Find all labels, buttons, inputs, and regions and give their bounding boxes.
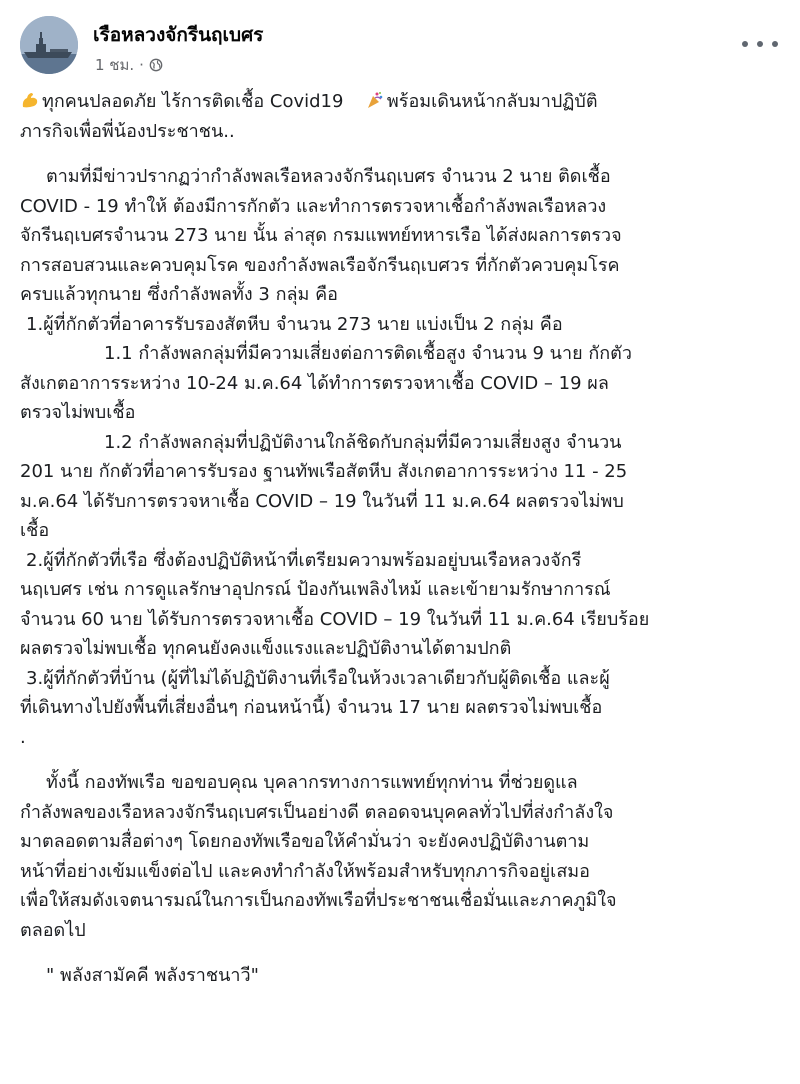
post-line: นฤเบศร เช่น การดูแลรักษาอุปกรณ์ ป้องกันเพลิงไหม้ และเข้ายามรักษาการณ์ [20,579,611,600]
post-line: ม.ค.64 ได้รับการตรวจหาเชื้อ COVID – 19 ในวันที่ 11 ม.ค.64 ผลตรวจไม่พบ [20,490,624,512]
post-slogan: " พลังสามัคคี พลังราชนาวี" [46,965,259,986]
post-line: ภารกิจเพื่อพี่น้องประชาชน.. [20,120,235,142]
post-line: กำลังพลของเรือหลวงจักรีนฤเบศรเป็นอย่างดี ตลอดจนบุคคลทั่วไปที่ส่งกำลังใจ [20,801,614,823]
post-line: . [20,726,26,748]
post-line: 201 นาย กักตัวที่อาคารรับรอง ฐานทัพเรือสัตหีบ สังเกตอาการระหว่าง 11 - 25 [20,461,628,482]
post-line: ผลตรวจไม่พบเชื้อ ทุกคนยังคงแข็งแรงและปฏิบัติงานได้ตามปกติ [20,638,512,659]
post-line: ทั้งนี้ กองทัพเรือ ขอขอบคุณ บุคลากรทางการแพทย์ทุกท่าน ที่ช่วยดูแล [46,772,578,793]
post-line: 1.ผู้ที่กักตัวที่อาคารรับรองสัตหีบ จำนวน 273 นาย แบ่งเป็น 2 กลุ่ม คือ [26,313,563,335]
post-line: ตรวจไม่พบเชื้อ [20,402,136,423]
post-line: ครบแล้วทุกนาย ซึ่งกำลังพลทั้ง 3 กลุ่ม คือ [20,284,338,305]
post-line: ทุกคนปลอดภัย ไร้การติดเชื้อ Covid19 พร้อมเดินหน้ากลับมาปฏิบัติ [20,87,782,117]
globe-icon[interactable] [149,58,163,72]
post-line: จำนวน 60 นาย ได้รับการตรวจหาเชื้อ COVID – 19 ในวันที่ 11 ม.ค.64 เรียบร้อย [20,608,650,630]
page-name[interactable]: เรือหลวงจักรีนฤเบศร [93,24,264,46]
post-line: COVID - 19 ทำให้ ต้องมีการกักตัว และทำการตรวจหาเชื้อกำลังพลเรือหลวง [20,195,607,217]
post-line: 1.1 กำลังพลกลุ่มที่มีความเสี่ยงต่อการติดเชื้อสูง จำนวน 9 นาย กักตัว [104,343,632,364]
post-time[interactable]: 1 ชม. [95,56,135,74]
avatar[interactable] [20,16,78,74]
flexed-biceps-emoji [20,90,40,110]
post-header [20,10,780,80]
ship-silhouette-icon [20,16,78,74]
meta-separator: · [139,56,144,74]
post-line: เพื่อให้สมดังเจตนารมณ์ในการเป็นกองทัพเรือที่ประชาชนเชื่อมั่นและภาคภูมิใจ [20,890,617,911]
post-line: ตลอดไป [20,919,86,941]
post-line: 1.2 กำลังพลกลุ่มที่ปฏิบัติงานใกล้ชิดกับกลุ่มที่มีความเสี่ยงสูง จำนวน [104,431,622,453]
more-options-button[interactable] [742,32,778,56]
post-line: 3.ผู้ที่กักตัวที่บ้าน (ผู้ที่ไม่ได้ปฏิบัติงานที่เรือในห้วงเวลาเดียวกับผู้ติดเชื้อ และผู้ [26,667,610,689]
post-line: การสอบสวนและควบคุมโรค ของกำลังพลเรือจักรีนฤเบศวร ที่กักตัวควบคุมโรค [20,254,620,276]
more-horizontal-icon [742,41,748,47]
post-text [20,87,782,991]
party-popper-emoji [365,90,385,110]
post-line: สังเกตอาการระหว่าง 10-24 ม.ค.64 ได้ทำการตรวจหาเชื้อ COVID – 19 ผล [20,372,609,394]
post-line: มาตลอดตามสื่อต่างๆ โดยกองทัพเรือขอให้คำมั่นว่า จะยังคงปฏิบัติงานตาม [20,831,590,852]
post-line: ตามที่มีข่าวปรากฏว่ากำลังพลเรือหลวงจักรีนฤเบศร จำนวน 2 นาย ติดเชื้อ [46,166,611,187]
post-line: จักรีนฤเบศรจำนวน 273 นาย นั้น ล่าสุด กรมแพทย์ทหารเรือ ได้ส่งผลการตรวจ [20,225,622,246]
post-line: เชื้อ [20,520,50,541]
post-meta [95,53,163,77]
post-line: หน้าที่อย่างเข้มแข็งต่อไป และคงทำกำลังให้พร้อมสำหรับทุกภารกิจอยู่เสมอ [20,860,590,882]
post-line: ที่เดินทางไปยังพื้นที่เสี่ยงอื่นๆ ก่อนหน้านี้) จำนวน 17 นาย ผลตรวจไม่พบเชื้อ [20,697,603,718]
post-line: 2.ผู้ที่กักตัวที่เรือ ซึ่งต้องปฏิบัติหน้าที่เตรียมความพร้อมอยู่บนเรือหลวงจักรี [26,549,582,571]
